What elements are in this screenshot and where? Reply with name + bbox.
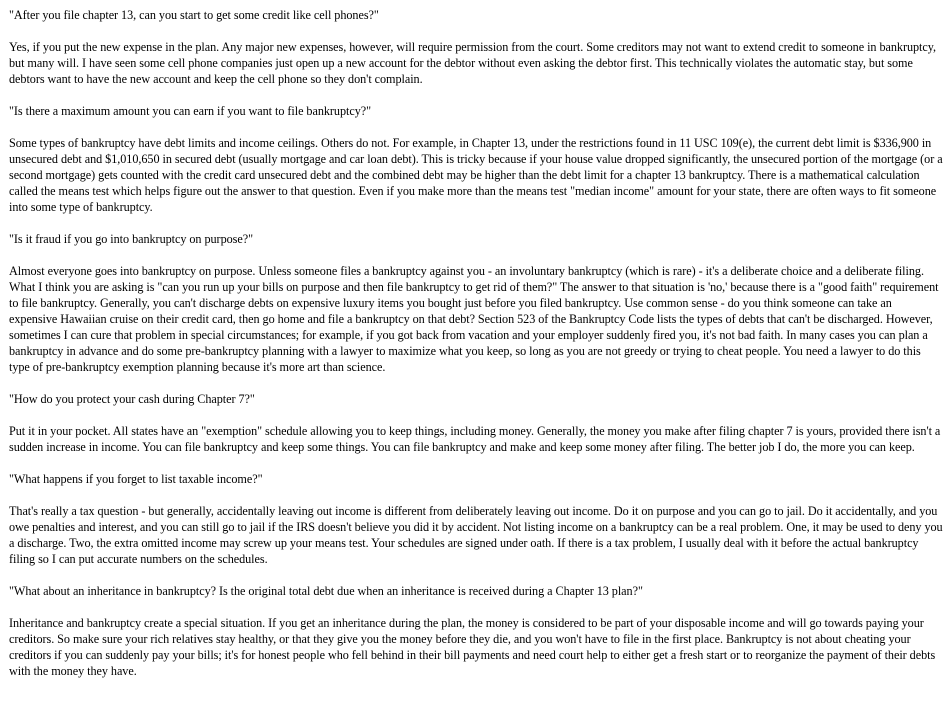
faq-item-inheritance [9,583,943,679]
faq-answer: Yes, if you put the new expense in the plan. Any major new expenses, however, will require permission from the court. Some creditors may not want to extend credit to someone in bankruptcy, but many will. I have seen some cell phone companies just open up a new account for the debtor without even asking the debtor first. This technically violates the automatic stay, but some debtors want to have the new account and keep the cell phone so they don't complain. [9,40,936,86]
faq-item-protect-cash-chapter-7 [9,391,943,455]
faq-question: "After you file chapter 13, can you start to get some credit like cell phones?" [9,8,379,22]
faq-answer: Put it in your pocket. All states have an "exemption" schedule allowing you to keep things, including money. Generally, the money you make after filing chapter 7 is yours, provided there isn't a sudden increase in income. You can file bankruptcy and keep some things. You can file bankruptcy and make and keep some money after filing. The better job I do, the more you can keep. [9,424,941,454]
faq-item-taxable-income [9,471,943,567]
faq-item-maximum-income [9,103,943,215]
faq-question: "Is it fraud if you go into bankruptcy on purpose?" [9,232,253,246]
faq-answer: Some types of bankruptcy have debt limits and income ceilings. Others do not. For example, in Chapter 13, under the restrictions found in 11 USC 109(e), the current debt limit is $336,900 in unsecured debt and $1,010,650 in secured debt (usually mortgage and car loan debt). This is tricky because if your house value dropped significantly, the unsecured portion of the mortgage (or a second mortgage) gets counted with the credit card unsecured debt and the combined debt may be higher than the debt limit for a chapter 13 bankruptcy. There is a mathematical calculation called the means test which helps figure out the answer to that question. Even if you make more than the means test "median income" amount for your state, there are often ways to fit someone into some type of bankruptcy. [9,136,943,214]
faq-question: "Is there a maximum amount you can earn if you want to file bankruptcy?" [9,104,372,118]
faq-answer: Inheritance and bankruptcy create a special situation. If you get an inheritance during the plan, the money is considered to be part of your disposable income and will go towards paying your creditors. So make sure your rich relatives stay healthy, or that they give you the money before they die, and you won't have to file in the first place. Bankruptcy is not about cheating your creditors if you can suddenly pay your bills; it's for honest people who fell behind in their bill payments and need court help to either get a fresh start or to reorganize the payment of their debts with the money they have. [9,616,936,678]
faq-question: "How do you protect your cash during Chapter 7?" [9,392,255,406]
faq-question: "What about an inheritance in bankruptcy? Is the original total debt due when an inheritance is received during a Chapter 13 plan?" [9,584,643,598]
faq-answer: That's really a tax question - but generally, accidentally leaving out income is different from deliberately leaving out income. Do it on purpose and you can go to jail. Do it accidentally, and you owe penalties and interest, and you can still go to jail if the IRS doesn't believe you did it by accident. Not listing income on a bankruptcy can be a real problem. One, it may be used to deny you a discharge. Two, the extra omitted income may screw up your means test. Your schedules are signed under oath. If there is a tax problem, I usually deal with it before the actual bankruptcy filing so I can put accurate numbers on the schedules. [9,504,943,566]
faq-item-credit-after-chapter-13 [9,7,943,87]
faq-item-fraud-on-purpose [9,231,943,375]
faq-question: "What happens if you forget to list taxable income?" [9,472,263,486]
faq-answer: Almost everyone goes into bankruptcy on purpose. Unless someone files a bankruptcy against you - an involuntary bankruptcy (which is rare) - it's a deliberate choice and a deliberate filing. What I think you are asking is "can you run up your bills on purpose and then file bankruptcy to get rid of them?" The answer to that situation is 'no,' because there is a "good faith" requirement to file bankruptcy. Generally, you can't discharge debts on expensive luxury items you bought just before you filed bankruptcy. Use common sense - do you think someone can take an expensive Hawaiian cruise on their credit card, then go home and file a bankruptcy on that debt? Section 523 of the Bankruptcy Code lists the types of debts that can't be discharged. However, sometimes I can cure that problem in special circumstances; for example, if you got back from vacation and your employer suddenly fired you, it's not bad faith. In many cases you can plan a bankruptcy in advance and do some pre-bankruptcy planning with a lawyer to maximize what you keep, so long as you are not greedy or trying to cheat people. You need a lawyer to do this type of pre-bankruptcy exemption planning because it's more art than science. [9,264,939,374]
